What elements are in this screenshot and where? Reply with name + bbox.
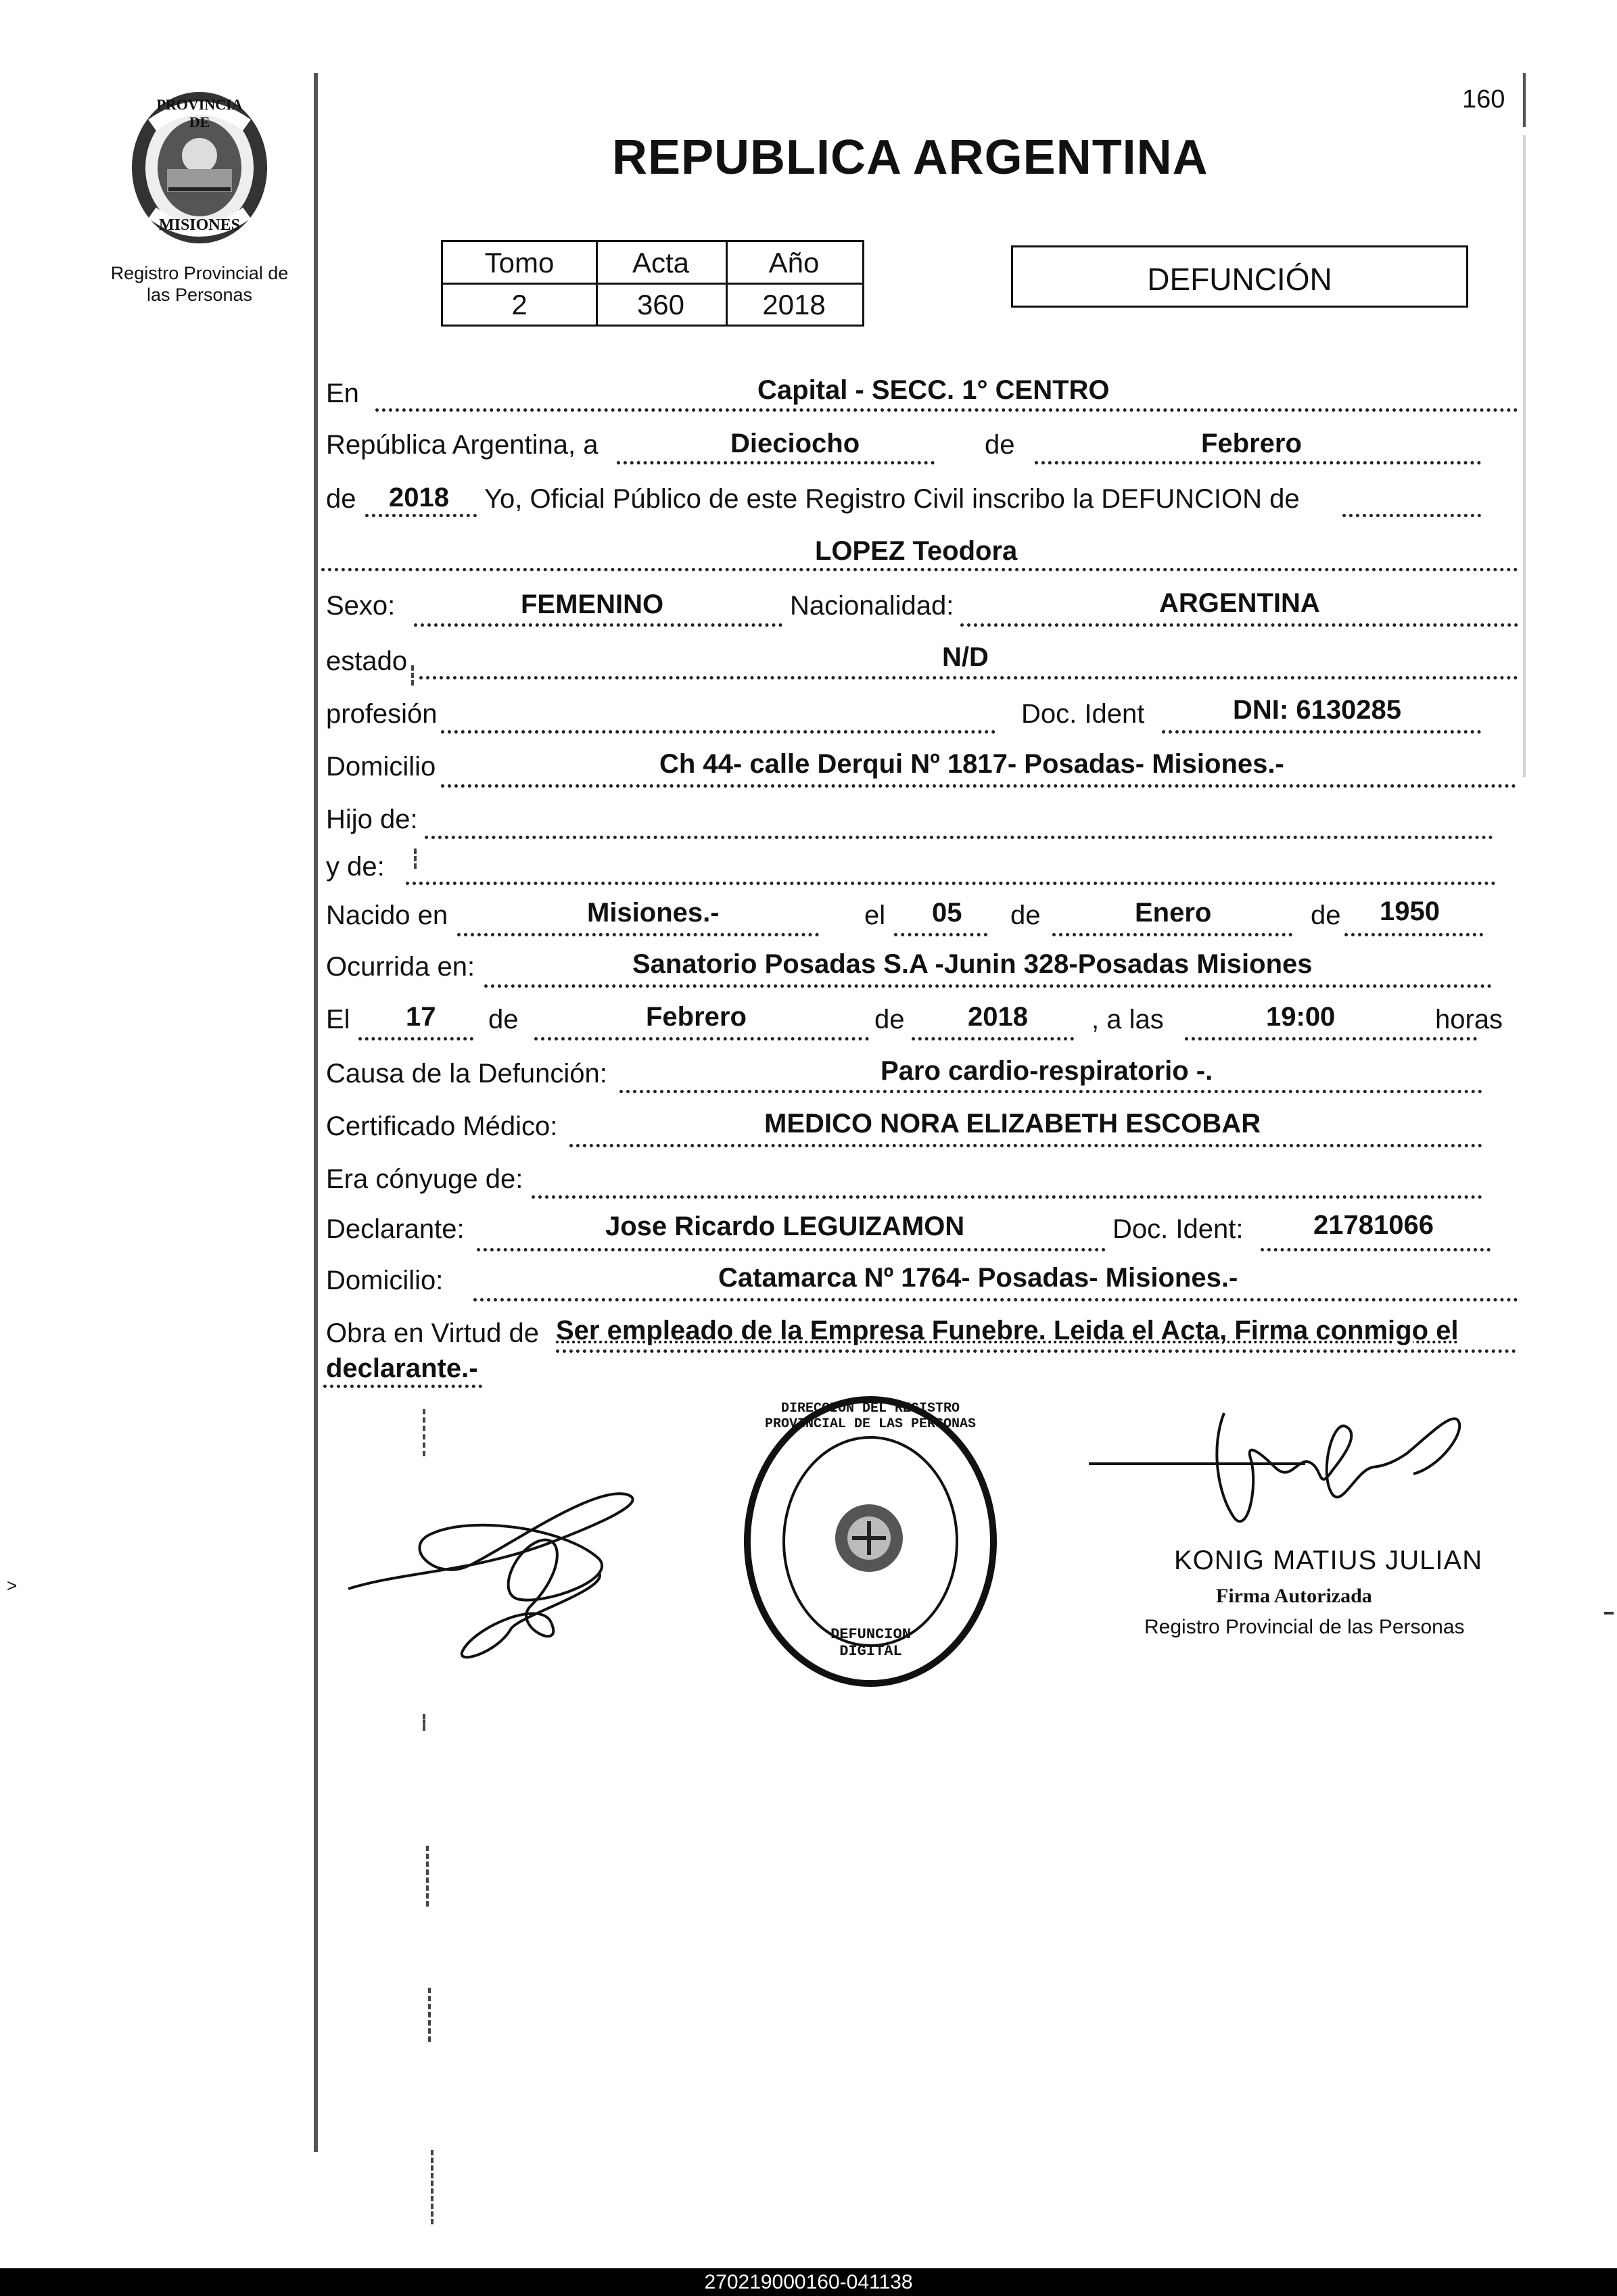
alas-label: , a las [1092,1005,1164,1034]
obra-value-line2: declarante.- [326,1354,478,1383]
official-title: Firma Autorizada [1216,1585,1372,1607]
stamp-outer-text: DIRECCION DEL REGISTRO PROVINCIAL DE LAS PERSONAS [764,1401,977,1432]
table-value-tomo: 2 [511,289,528,320]
page-number: 160 [1462,85,1505,114]
death-time: 19:00 [1266,1002,1336,1032]
sexo-value: FEMENINO [521,590,664,619]
certificado-label: Certificado Médico: [326,1111,558,1141]
declarante-value: Jose Ricardo LEGUIZAMON [605,1212,965,1241]
decl-doc-value: 21781066 [1313,1210,1434,1240]
en-label: En [326,379,359,408]
table-value-anio: 2018 [762,289,826,320]
official-name: KONIG MATIUS JULIAN [1174,1546,1483,1575]
domicilio-label: Domicilio [326,752,436,782]
estado-value: N/D [942,642,989,672]
document-type-box [1011,245,1468,308]
doc-ident-value: DNI: 6130285 [1233,695,1402,725]
causa-value: Paro cardio-respiratorio -. [881,1056,1213,1086]
de-label: de [985,430,1015,460]
month-value: Febrero [1201,429,1302,458]
registry-name [81,262,318,306]
nacido-label: Nacido en [326,901,448,930]
deceased-name: LOPEZ Teodora [815,536,1018,566]
record-table [441,240,864,327]
death-year: 2018 [968,1002,1028,1032]
table-value-acta: 360 [636,289,685,320]
nacionalidad-value: ARGENTINA [1159,588,1320,618]
official-office: Registro Provincial de las Personas [1144,1616,1465,1638]
document-type: DEFUNCIÓN [1147,262,1332,297]
declarant-signature [342,1470,693,1673]
table-header-anio: Año [768,247,820,279]
decl-domicilio-label: Domicilio: [326,1266,444,1295]
obra-label: Obra en Virtud de [326,1318,540,1348]
registry-name-line2: las Personas [146,285,253,305]
el2-label: El [326,1005,350,1034]
birth-year: 1950 [1380,896,1440,926]
seal-text-bottom: MISIONES [158,216,241,234]
sexo-label: Sexo: [326,591,396,621]
death-day: 17 [406,1002,436,1032]
birth-de1-label: de [1010,901,1041,930]
seal-text-top: PROVINCIA DE [156,96,243,130]
causa-label: Causa de la Defunción: [326,1059,607,1089]
right-margin-line [1523,73,1526,127]
doc-ident-label: Doc. Ident [1021,699,1145,729]
decl-domicilio-value: Catamarca Nº 1764- Posadas- Misiones.- [718,1263,1238,1293]
stamp-inner-text: DEFUNCION DIGITAL [830,1626,911,1660]
registry-name-line1: Registro Provincial de [110,263,289,283]
decl-doc-label: Doc. Ident: [1112,1214,1244,1244]
death-de1-label: de [488,1005,519,1034]
domicilio-value: Ch 44- calle Derqui Nº 1817- Posadas- Misiones.- [659,749,1284,779]
seal-lettering [125,81,274,250]
left-margin-line [314,73,318,2152]
footer-bar [0,2268,1617,2296]
hijo-label: Hijo de: [326,805,418,834]
de-year-label: de [326,484,356,514]
birthplace-value: Misiones.- [587,898,720,928]
profesion-label: profesión [326,699,438,729]
certificado-value: MEDICO NORA ELIZABETH ESCOBAR [764,1109,1261,1139]
barcode-number: 270219000160-041138 [704,2271,913,2293]
yde-label: y de: [326,852,385,882]
place-value: Capital - SECC. 1° CENTRO [757,375,1110,405]
country-title: REPUBLICA ARGENTINA [612,130,1209,185]
table-header-acta: Acta [632,247,690,279]
official-signature [1089,1406,1481,1541]
death-month: Febrero [646,1002,747,1032]
nacionalidad-label: Nacionalidad: [790,591,954,621]
day-value: Dieciocho [730,429,860,458]
conyuge-label: Era cónyuge de: [326,1164,523,1194]
ocurrida-label: Ocurrida en: [326,952,475,982]
obra-value-line1: Ser empleado de la Empresa Funebre. Leida el Acta, Firma conmigo el [556,1316,1459,1345]
table-header-tomo: Tomo [484,247,555,279]
death-de2-label: de [874,1005,905,1034]
declarante-label: Declarante: [326,1214,465,1244]
birth-day: 05 [932,898,962,928]
birth-month: Enero [1135,898,1212,928]
estado-label: estado [326,646,408,676]
birth-de2-label: de [1311,901,1341,930]
horas-label: horas [1435,1005,1503,1034]
year-value: 2018 [389,483,449,512]
republica-label: República Argentina, a [326,430,599,460]
el-label: el [864,901,886,930]
official-stamp [741,1393,1001,1690]
inscribo-text: Yo, Oficial Público de este Registro Civil inscribo la DEFUNCION de [484,484,1300,514]
ocurrida-value: Sanatorio Posadas S.A -Junin 328-Posadas Misiones [632,949,1313,979]
